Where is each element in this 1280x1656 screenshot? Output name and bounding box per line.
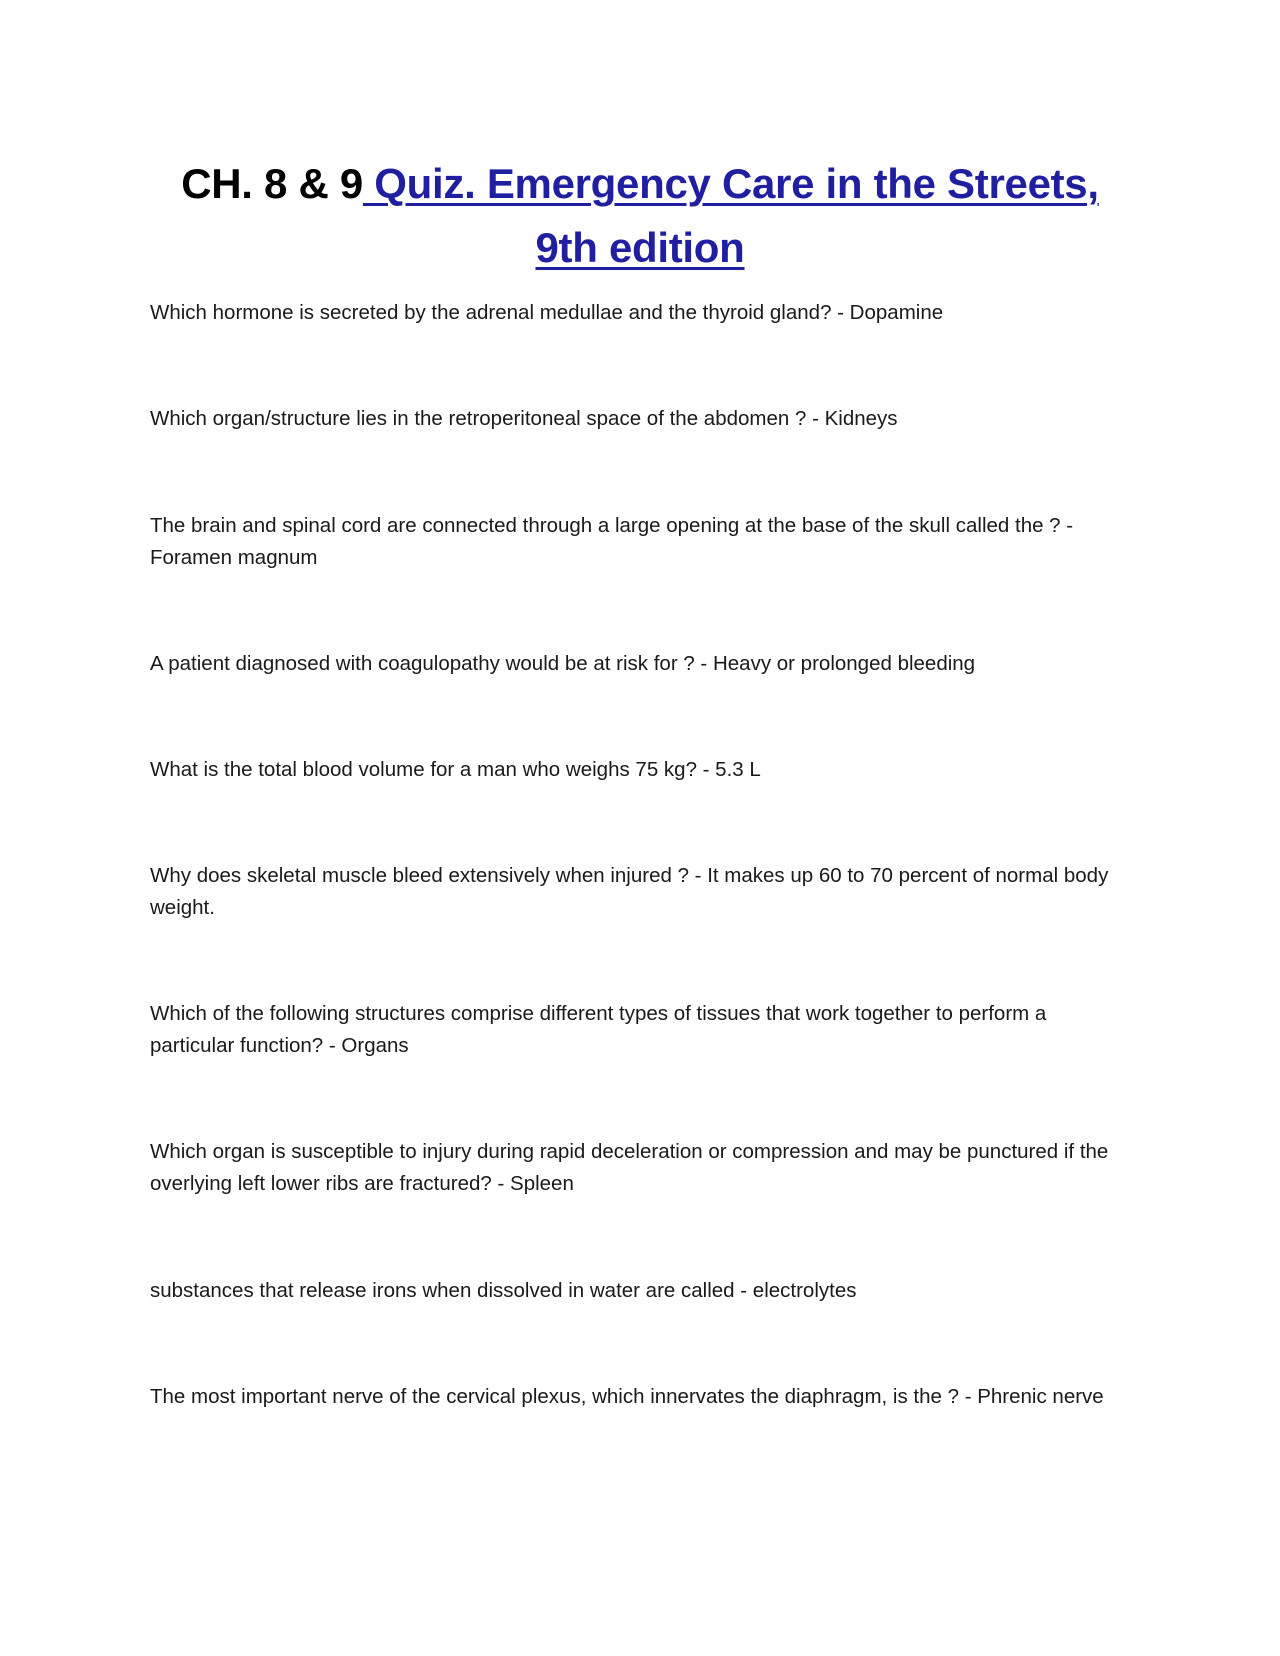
- title-link[interactable]: Quiz. Emergency Care in the Streets, 9th edition: [362, 160, 1099, 271]
- qa-item-5: What is the total blood volume for a man who weighs 75 kg? - 5.3 L: [150, 758, 761, 781]
- qa-item-10: The most important nerve of the cervical plexus, which innervates the diaphragm, is the ? - Phrenic nerve: [150, 1385, 1104, 1408]
- qa-item-9: substances that release irons when dissolved in water are called - electrolytes: [150, 1279, 857, 1302]
- title-prefix: CH. 8 & 9: [181, 160, 363, 207]
- qa-item-3: The brain and spinal cord are connected through a large opening at the base of the skull called the ? - Foramen magnum: [150, 514, 1074, 569]
- qa-item-1: Which hormone is secreted by the adrenal medullae and the thyroid gland? - Dopamine: [150, 301, 944, 324]
- qa-item-4: A patient diagnosed with coagulopathy would be at risk for ? - Heavy or prolonged bleeding: [150, 652, 976, 675]
- document-title: [150, 152, 1130, 280]
- qa-item-7: Which of the following structures comprise different types of tissues that work together to perform a particular function? - Organs: [150, 1002, 1047, 1057]
- qa-item-2: Which organ/structure lies in the retroperitoneal space of the abdomen ? - Kidneys: [150, 407, 898, 430]
- qa-item-6: Why does skeletal muscle bleed extensively when injured ? - It makes up 60 to 70 percent of normal body weight.: [150, 864, 1109, 919]
- qa-item-8: Which organ is susceptible to injury during rapid deceleration or compression and may be punctured if the overlying left lower ribs are fractured? - Spleen: [150, 1140, 1109, 1195]
